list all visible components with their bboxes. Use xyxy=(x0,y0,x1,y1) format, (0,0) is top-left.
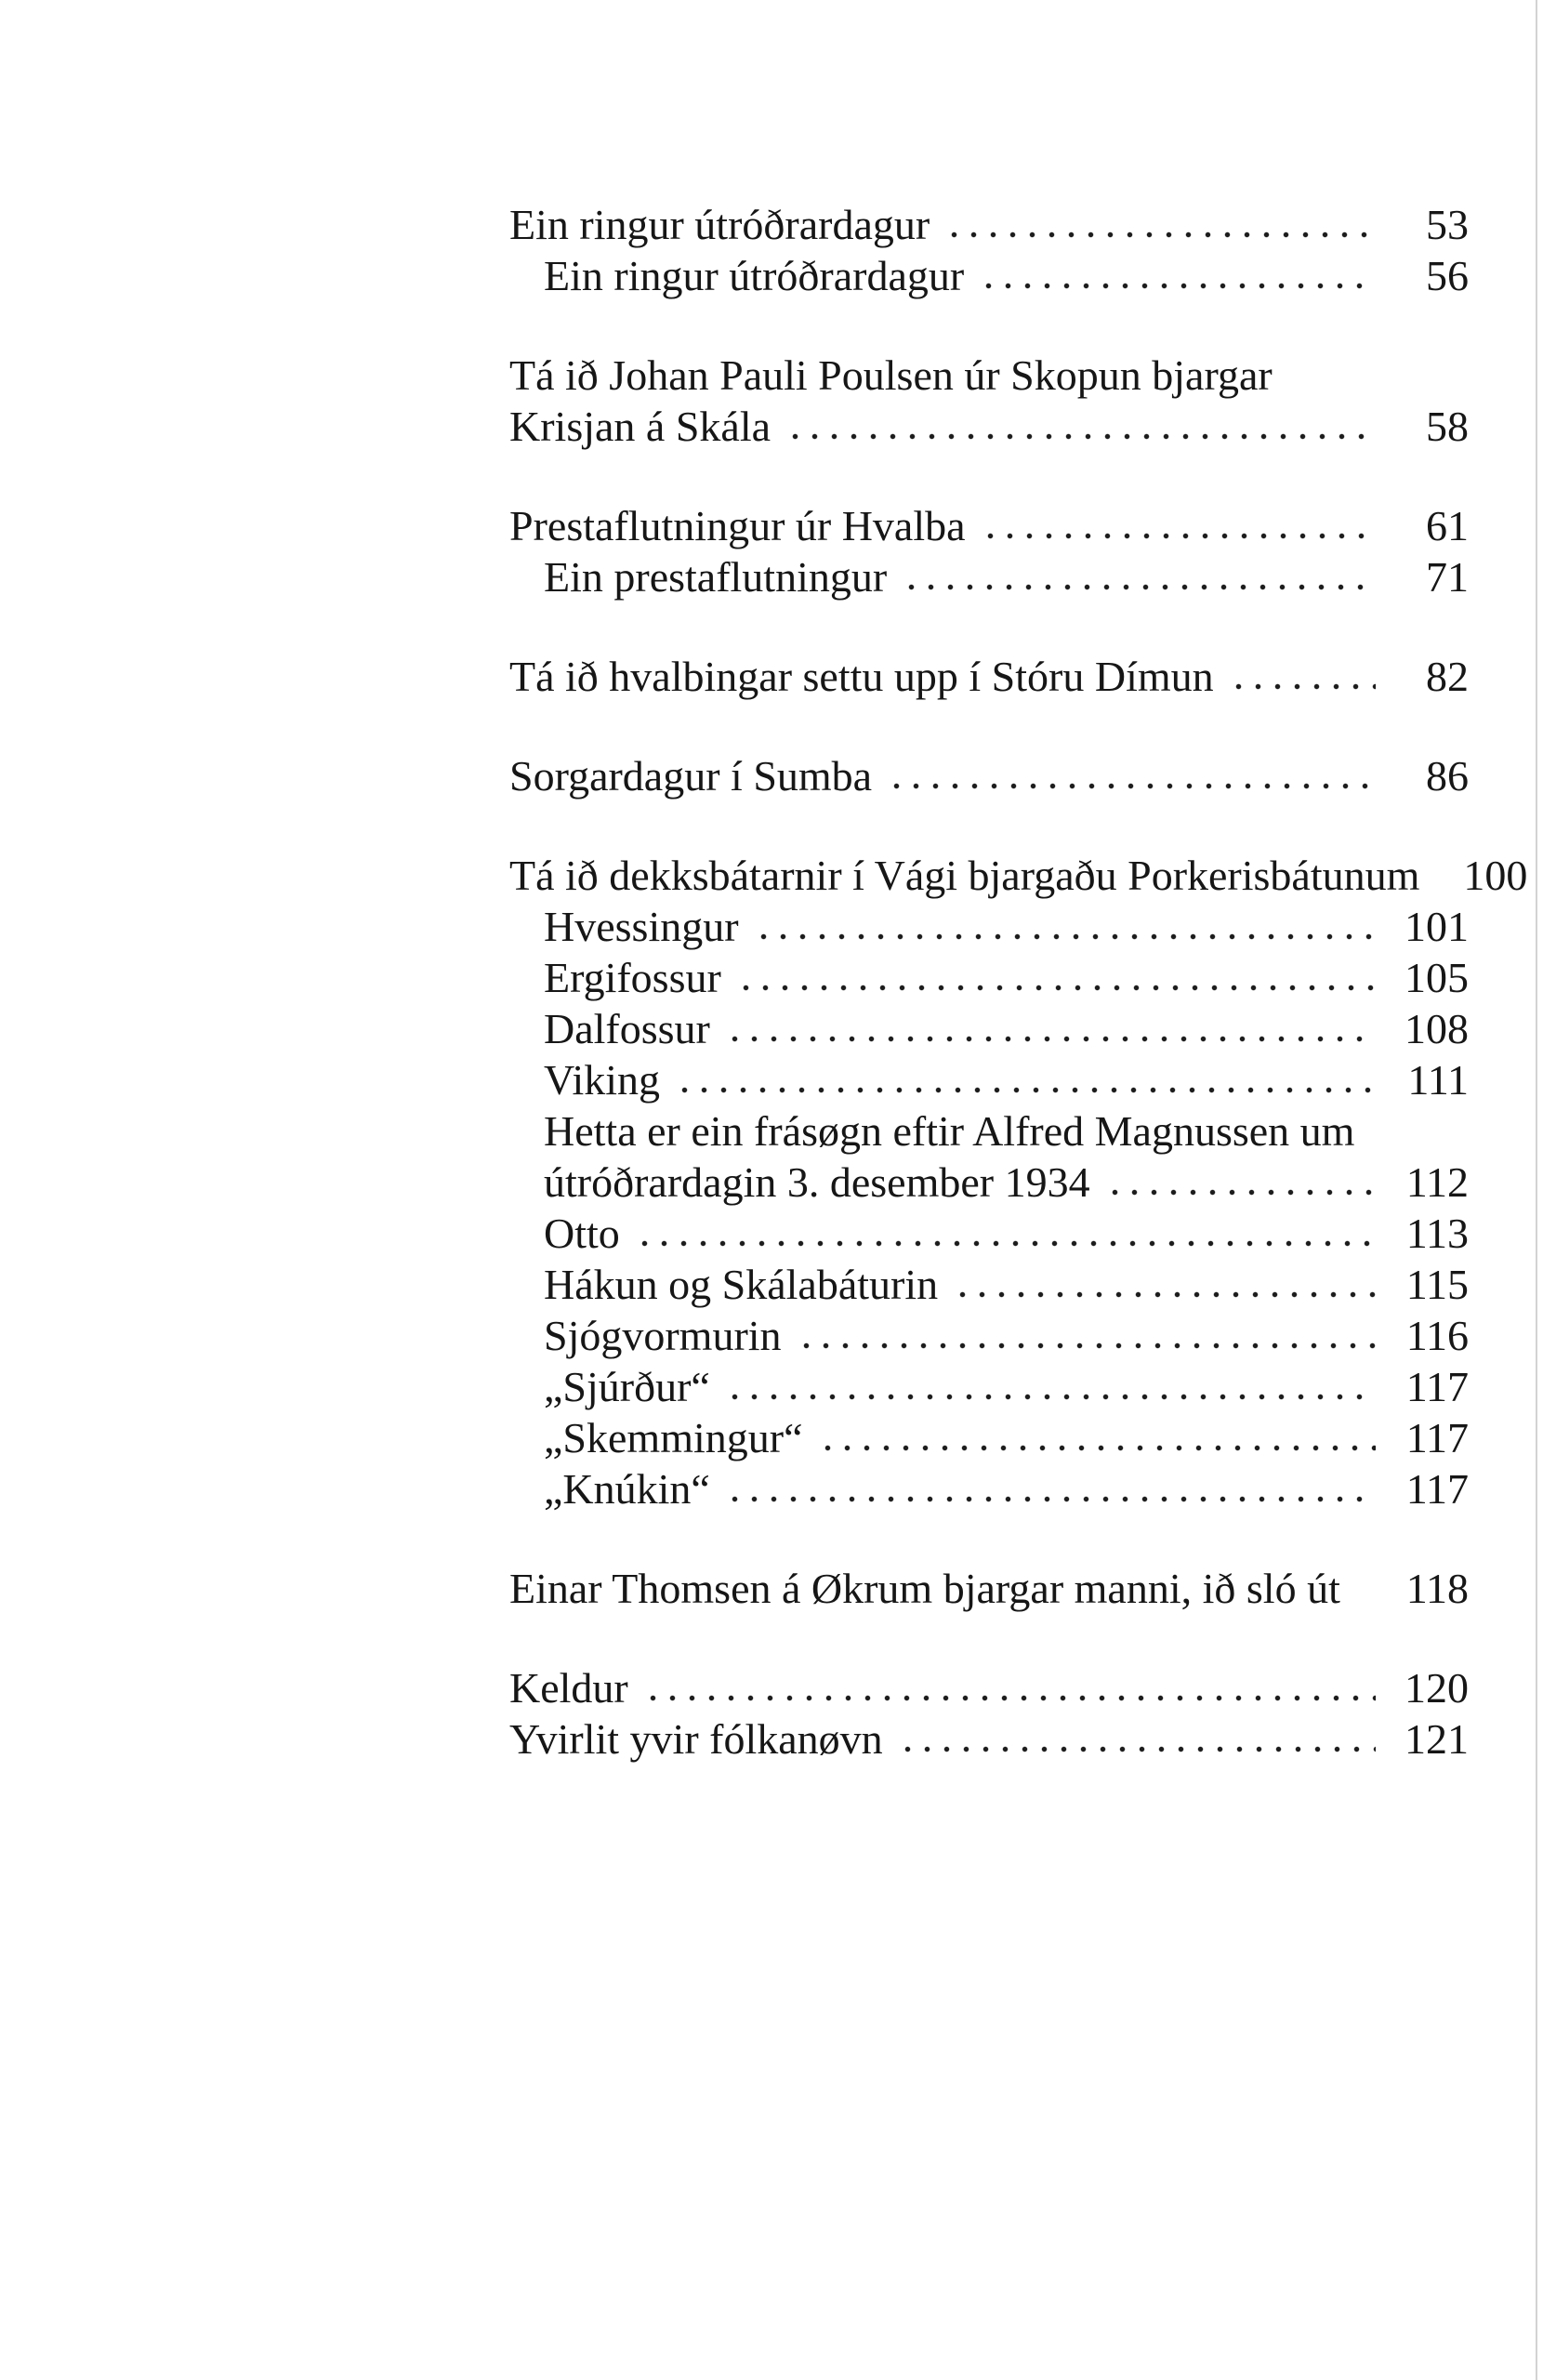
toc-entry xyxy=(509,952,1469,1003)
dot-leader xyxy=(635,1208,1376,1259)
toc-entry-title: Dalfossur xyxy=(544,1005,710,1052)
toc-entry-title: útróðrardagin 3. desember 1934 xyxy=(544,1158,1090,1206)
table-of-contents xyxy=(509,199,1528,1765)
toc-page-number: 105 xyxy=(1405,954,1469,1001)
toc-entry-title: Ergifossur xyxy=(544,954,721,1001)
toc-page-number: 112 xyxy=(1405,1158,1469,1206)
toc-page-number xyxy=(1402,350,1469,401)
dot-leader xyxy=(944,199,1376,250)
toc-entry xyxy=(509,199,1469,250)
toc-entry xyxy=(509,500,1469,551)
toc-entry-title: Tá ið hvalbingar settu upp í Stóru Dímun xyxy=(509,653,1214,700)
dot-leader xyxy=(643,1662,1376,1713)
toc-page-number: 117 xyxy=(1405,1363,1469,1410)
toc-page-number: 120 xyxy=(1405,1664,1469,1712)
toc-entry xyxy=(509,1361,1469,1412)
toc-group xyxy=(509,750,1469,801)
toc-page-number: 111 xyxy=(1407,1056,1469,1104)
dot-leader xyxy=(736,952,1376,1003)
toc-entry xyxy=(509,1054,1469,1105)
toc-entry-title: Ein prestaflutningur xyxy=(544,553,888,601)
toc-entry xyxy=(509,651,1469,702)
toc-group xyxy=(509,500,1469,602)
toc-group xyxy=(509,199,1469,301)
toc-entry-title: Ein ringur útróðrardagur xyxy=(544,252,965,299)
toc-entry-title: Sorgardagur í Sumba xyxy=(509,752,873,800)
toc-page-number: 86 xyxy=(1426,752,1469,800)
toc-entry-title: Ein ringur útróðrardagur xyxy=(509,201,930,248)
toc-page-number: 61 xyxy=(1426,502,1469,549)
toc-group xyxy=(509,850,1528,1514)
toc-group xyxy=(509,651,1469,702)
toc-page-number xyxy=(1402,1105,1469,1157)
toc-page-number: 56 xyxy=(1426,252,1469,299)
dot-leader xyxy=(898,1713,1376,1765)
dot-leader xyxy=(1355,1563,1376,1614)
toc-group xyxy=(509,350,1469,452)
toc-entry xyxy=(509,850,1528,901)
toc-page-number: 101 xyxy=(1405,903,1469,950)
toc-entry xyxy=(509,350,1469,401)
toc-entry-title: Prestaflutningur úr Hvalba xyxy=(509,502,966,549)
toc-entry-title: Tá ið Johan Pauli Poulsen úr Skopun bjargar xyxy=(509,351,1273,399)
toc-entry xyxy=(509,1105,1469,1157)
toc-page-number: 82 xyxy=(1426,653,1469,700)
toc-entry-title: Einar Thomsen á Økrum bjargar manni, ið sló út xyxy=(509,1565,1340,1612)
toc-page-number: 58 xyxy=(1426,403,1469,450)
dot-leader xyxy=(797,1310,1376,1361)
dot-leader xyxy=(887,750,1376,801)
page-edge-line xyxy=(1536,0,1537,2380)
dot-leader xyxy=(725,1361,1376,1412)
toc-entry-title: Krisjan á Skála xyxy=(509,403,772,450)
toc-entry xyxy=(509,1412,1469,1463)
toc-page-number: 71 xyxy=(1426,553,1469,601)
toc-entry xyxy=(509,401,1469,452)
toc-entry xyxy=(509,1208,1469,1259)
dot-leader xyxy=(785,401,1376,452)
toc-entry xyxy=(509,1463,1469,1514)
dot-leader xyxy=(754,901,1376,952)
dot-leader xyxy=(1369,1105,1376,1157)
dot-leader xyxy=(818,1412,1377,1463)
toc-entry xyxy=(509,551,1469,602)
toc-entry-title: Hetta er ein frásøgn eftir Alfred Magnussen um xyxy=(544,1107,1355,1155)
toc-entry xyxy=(509,1662,1469,1713)
toc-entry xyxy=(509,1310,1469,1361)
toc-page-number: 100 xyxy=(1463,852,1528,899)
toc-entry-title: Hákun og Skálabáturin xyxy=(544,1261,939,1308)
toc-entry-title: Otto xyxy=(544,1210,620,1257)
toc-entry-title: Hvessingur xyxy=(544,903,739,950)
toc-entry-title: Viking xyxy=(544,1056,661,1104)
toc-entry-title: „Knúkin“ xyxy=(544,1465,710,1513)
toc-entry-title: „Sjúrður“ xyxy=(544,1363,710,1410)
dot-leader xyxy=(953,1259,1376,1310)
dot-leader xyxy=(1229,651,1376,702)
toc-page-number: 117 xyxy=(1405,1414,1469,1461)
dot-leader xyxy=(981,500,1376,551)
dot-leader xyxy=(725,1463,1376,1514)
toc-entry-title: „Skemmingur“ xyxy=(544,1414,803,1461)
toc-entry xyxy=(509,1259,1469,1310)
toc-entry xyxy=(509,1563,1469,1614)
dot-leader xyxy=(902,551,1376,602)
toc-group xyxy=(509,1563,1469,1614)
toc-page-number: 115 xyxy=(1405,1261,1469,1308)
dot-leader xyxy=(979,250,1376,301)
toc-page-number: 117 xyxy=(1405,1465,1469,1513)
toc-entry-title: Yvirlit yvir fólkanøvn xyxy=(509,1715,883,1763)
toc-entry xyxy=(509,250,1469,301)
toc-page-number: 121 xyxy=(1405,1715,1469,1763)
toc-page-number: 118 xyxy=(1405,1565,1469,1612)
dot-leader xyxy=(1287,350,1376,401)
toc-entry-title: Sjógvormurin xyxy=(544,1312,782,1359)
dot-leader xyxy=(675,1054,1376,1105)
dot-leader xyxy=(725,1003,1376,1054)
toc-entry-title: Tá ið dekksbátarnir í Vági bjargaðu Porkerisbátunum xyxy=(509,852,1420,899)
toc-entry xyxy=(509,750,1469,801)
toc-entry xyxy=(509,1713,1469,1765)
toc-group xyxy=(509,1662,1469,1765)
toc-entry xyxy=(509,1157,1469,1208)
toc-page-number: 116 xyxy=(1405,1312,1469,1359)
toc-entry-title: Keldur xyxy=(509,1664,628,1712)
toc-entry xyxy=(509,901,1469,952)
toc-entry xyxy=(509,1003,1469,1054)
toc-page-number: 113 xyxy=(1405,1210,1469,1257)
dot-leader xyxy=(1105,1157,1376,1208)
toc-page-number: 53 xyxy=(1426,201,1469,248)
toc-page-number: 108 xyxy=(1405,1005,1469,1052)
